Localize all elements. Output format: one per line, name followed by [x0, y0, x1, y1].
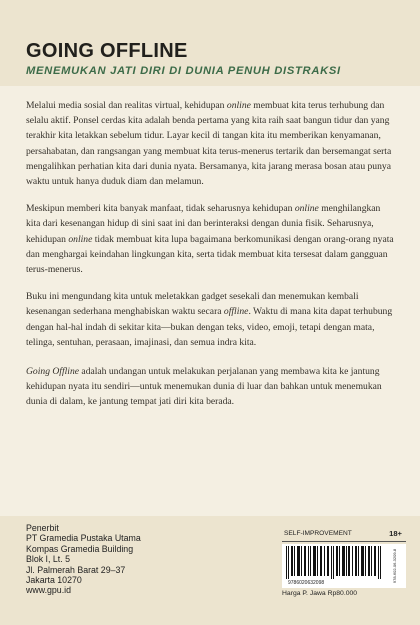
book-subtitle: MENEMUKAN JATI DIRI DI DUNIA PENUH DISTRAKSI	[26, 65, 341, 77]
barcode-icon	[285, 546, 385, 579]
publisher-line: PT Gramedia Pustaka Utama	[26, 533, 141, 544]
price-label: Harga P. Jawa Rp80.000	[282, 590, 358, 597]
isbn-number: 9786020632098	[288, 580, 325, 586]
svg-text:978-602-06-3209-8: 978-602-06-3209-8	[392, 548, 397, 584]
age-rating-badge: 18+	[389, 529, 402, 538]
genre-label: SELF-IMPROVEMENT	[284, 530, 352, 537]
publisher-line: Jl. Palmerah Barat 29–37	[26, 564, 126, 575]
publisher-website: www.gpu.id	[26, 585, 71, 596]
publisher-info	[26, 523, 141, 596]
blurb-paragraph-3: Buku ini mengundang kita untuk meletakkan gadget sesekali dan menemukan kembali kesenangan sederhana menghabiskan waktu secara offline. Waktu di mana kita dapat terhubung dengan hal-hal indah di sekitar kita—bukan dengan teks, video, emoji, tetapi dengan mata, telinga, sentuhan, perasaan, imajinasi, dan semua indra kita.	[26, 291, 393, 348]
publisher-line: Jakarta 10270	[26, 575, 82, 586]
side-code-label	[390, 546, 402, 586]
blurb-paragraph-4: Going Offline adalah undangan untuk melakukan perjalanan yang membawa kita ke jantung kehidupan nyata itu sendiri—untuk menemukan dunia di luar dan bahkan untuk menemukan dunia di dalam, ke jantung tempat jati diri kita berada.	[26, 366, 382, 408]
publisher-line: Penerbit	[26, 523, 59, 533]
blurb-paragraph-2: Meskipun memberi kita banyak manfaat, tidak seharusnya kehidupan online menghilangkan kita dari kesenangan hidup di sini saat ini dan berinteraksi dengan dunia fisik. Seharusnya, kehidupan online tidak membuat kita lupa bagaimana berkomunikasi dengan orang-orang nyata dan menghargai keindahan lingkungan kita, serta tidak membuat kita tersesat dalam gangguan terus-menerus.	[26, 203, 394, 276]
publisher-line: Blok I, Lt. 5	[26, 554, 71, 565]
publisher-line: Kompas Gramedia Building	[26, 543, 134, 554]
blurb-text	[26, 98, 396, 425]
genre-label-box	[282, 528, 406, 542]
barcode-box	[282, 544, 406, 588]
blurb-paragraph-1: Melalui media sosial dan realitas virtual, kehidupan online membuat kita terus terhubung dan selalu aktif. Ponsel cerdas kita adalah benda pertama yang kita raih saat bangun tidur dan yang terakhir kita letakkan sebelum tidur. Layar kecil di tangan kita itu memberikan kenyamanan, persahabatan, dan rangsangan yang membuat kita terus-menerus tertarik dan bersemangat serta mengalihkan perhatian kita dari dunia nyata. Bersamanya, kita jarang merasa bosan atau punya waktu untuk hanya duduk diam dan melamun.	[26, 100, 392, 188]
book-title: GOING OFFLINE	[26, 40, 188, 62]
